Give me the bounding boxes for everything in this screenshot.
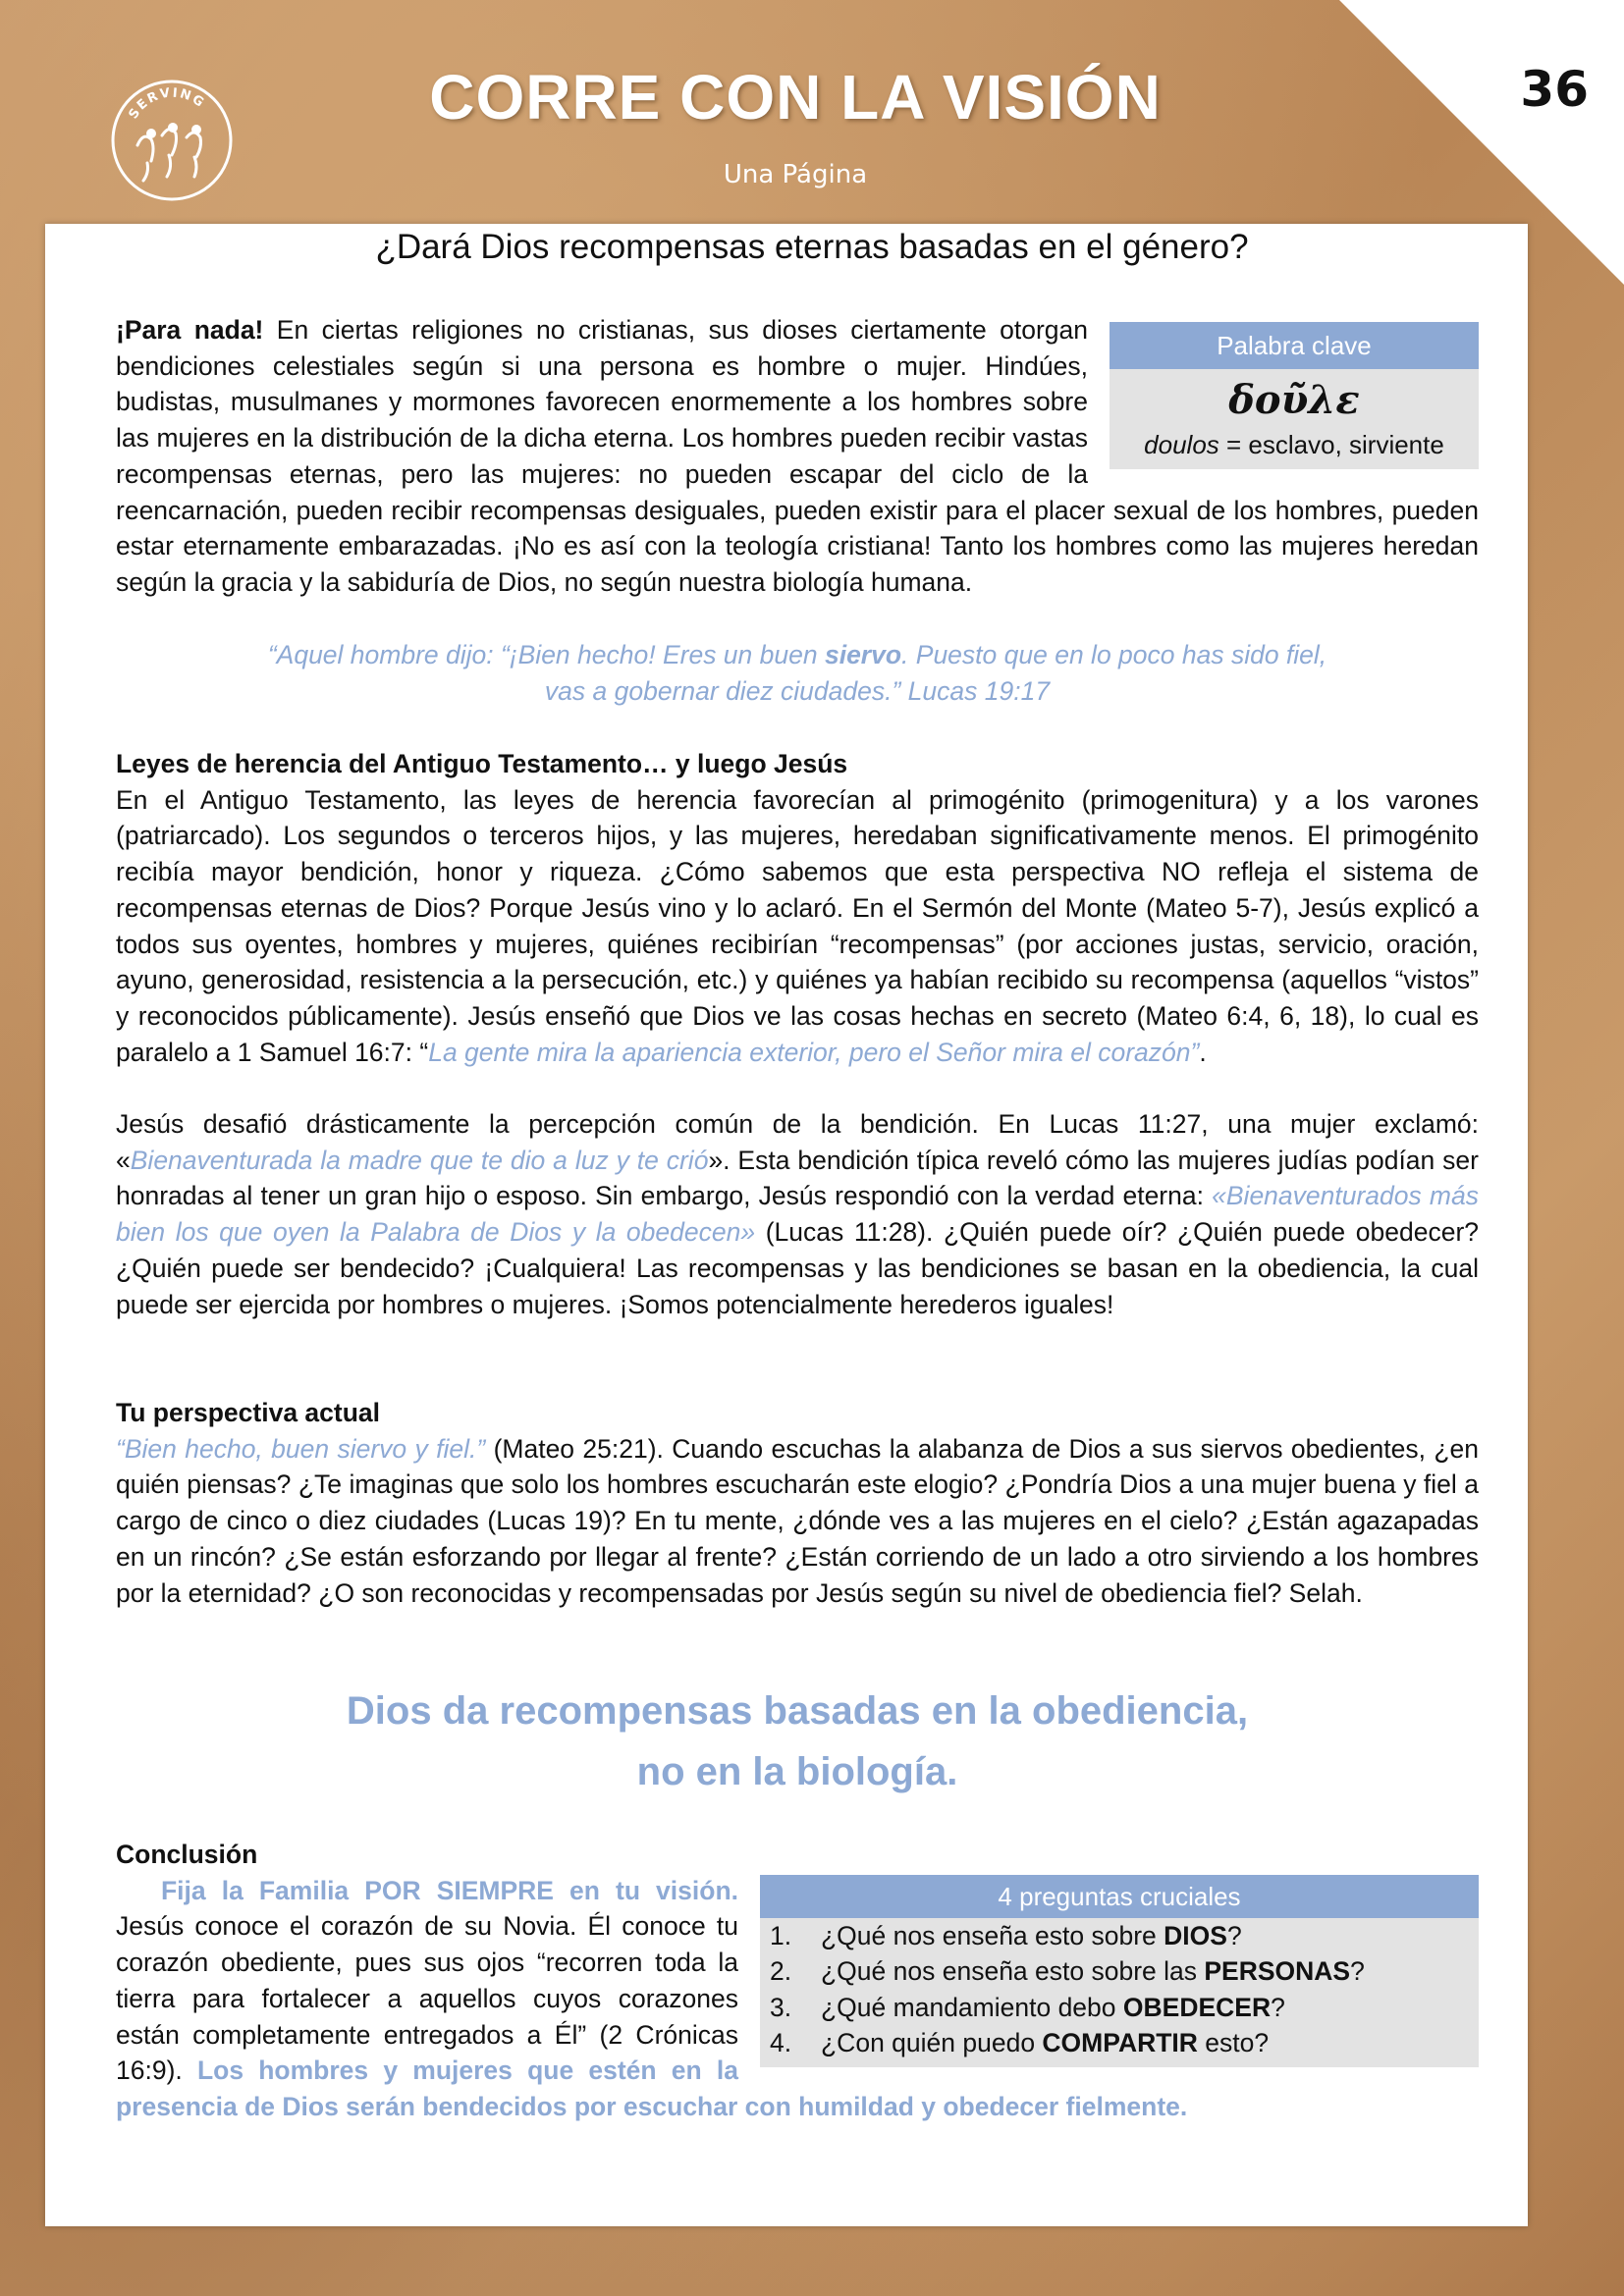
quote-part: “Aquel hombre dijo: “¡Bien hecho! Eres un buen	[267, 640, 825, 669]
keyword-label: Palabra clave	[1110, 322, 1479, 369]
question-keyword: DIOS	[1164, 1920, 1227, 1950]
questions-box	[760, 1875, 1479, 2067]
article-heading: ¿Dará Dios recompensas eternas basadas en el género?	[375, 228, 1249, 266]
question-text: ?	[1271, 1992, 1285, 2022]
quote-part: . Puesto que en lo poco has sido fiel,	[901, 640, 1327, 669]
quote-emphasis: siervo	[824, 640, 902, 669]
section-title: Tu perspectiva actual	[116, 1398, 381, 1427]
question-item	[760, 1953, 1479, 1990]
key-statement-line: no en la biología.	[636, 1750, 958, 1793]
section-paragraph	[116, 1431, 1479, 1612]
conclusion-closing: Los hombres y mujeres que estén en la presencia de Dios serán bendecidos por escuchar con humildad y obedecer fielmente.	[116, 2056, 1188, 2121]
question-text: ¿Qué nos enseña esto sobre las	[821, 1956, 1205, 1987]
question-number: 2.	[770, 1956, 792, 1987]
inline-quote: «Bienaventurados más bien los que oyen la Palabra de Dios y la obedecen»	[116, 1181, 1479, 1248]
question-number: 3.	[770, 1992, 792, 2022]
section-inheritance	[116, 746, 1479, 1070]
paragraph-text: En el Antiguo Testamento, las leyes de herencia favorecían al primogénito (primogenitura) y a los varones (patriarcado). Los segundos o terceros hijos, y las mujeres, heredaban significativamente menos. El primogénito recibía mayor bendición, honor y riqueza. ¿Cómo sabemos que esta perspectiva NO refleja el sistema de recompensas eternas de Dios? Porque Jesús vino y lo aclaró. En el Sermón del Monte (Mateo 5-7), Jesús explicó a todos sus oyentes, hombres y mujeres, quiénes recibirían “recompensas” (por acciones justas, servicio, oración, ayuno, generosidad, resistencia a la persecución, etc.) y quiénes ya habían recibido su recompensa (aquellos “vistos” y reconocidos públicamente). Jesús enseñó que Dios ve las cosas hechas en secreto (Mateo 6:4, 6, 18), lo cual es paralelo a 1 Samuel 16:7: “	[116, 784, 1479, 1067]
question-text: ?	[1226, 1920, 1242, 1950]
quote-reference-line: vas a gobernar diez ciudades.” Lucas 19:17	[544, 676, 1051, 706]
questions-title: 4 preguntas cruciales	[760, 1875, 1479, 1918]
question-item	[760, 1918, 1479, 1954]
question-text: esto?	[1197, 2028, 1270, 2058]
question-keyword: PERSONAS	[1204, 1956, 1351, 1987]
intro-section	[116, 312, 1479, 601]
scripture-quote	[116, 637, 1479, 710]
question-text: ¿Qué mandamiento debo	[821, 1992, 1123, 2022]
conclusion-lead: Fija la Familia POR SIEMPRE en tu visión.	[161, 1875, 738, 1905]
key-statement-line: Dios da recompensas basadas en la obediencia,	[346, 1689, 1249, 1733]
question-number: 1.	[770, 1920, 792, 1950]
paragraph-text: ». Esta bendición típica reveló cómo las mujeres judías podían ser honradas al tener un gran hijo o esposo. Sin embargo, Jesús respondió con la verdad eterna:	[116, 1145, 1479, 1211]
page-title: CORRE CON LA VISIÓN	[429, 62, 1162, 133]
section-paragraph	[116, 1106, 1479, 1322]
question-number: 4.	[770, 2028, 792, 2058]
keyword-meaning: = esclavo, sirviente	[1218, 430, 1444, 459]
question-keyword: COMPARTIR	[1042, 2028, 1198, 2058]
section-perspective	[116, 1395, 1479, 1611]
section-paragraph	[116, 782, 1479, 1071]
question-keyword: OBEDECER	[1122, 1992, 1272, 2022]
paragraph-text: (Mateo 25:21). Cuando escuchas la alabanza de Dios a sus siervos obedientes, ¿en quién piensas? ¿Te imaginas que solo los hombres escucharán este elogio? ¿Pondría Dios a una mujer buena y fiel a cargo de cinco o diez ciudades (Lucas 19)? En tu mente, ¿dónde ves a las mujeres en el cielo? ¿Están agazapadas en un rincón? ¿Se están esforzando por llegar al frente? ¿Están corriendo de un lado a otro sirviendo a los hombres por la eternidad? ¿O son reconocidas y recompensadas por Jesús según su nivel de obediencia fiel? Selah.	[116, 1433, 1479, 1608]
keyword-definition	[1110, 428, 1479, 469]
keyword-transliteration: doulos	[1144, 430, 1219, 459]
paragraph-text: Jesús desafió drásticamente la percepción común de la bendición. En Lucas 11:27, una mujer exclamó: «	[116, 1109, 1479, 1175]
question-text: ?	[1350, 1956, 1365, 1987]
keyword-box	[1110, 322, 1479, 469]
key-statement	[116, 1681, 1479, 1802]
page-number: 36	[1520, 61, 1589, 118]
conclusion-text: Jesús conoce el corazón de su Novia. Él conoce tu corazón obediente, pues sus ojos “recorren toda la tierra para fortalecer a aquellos cuyos corazones están completamente entregados a Él” (2 Crónicas 16:9).	[116, 1911, 738, 2086]
question-item	[760, 2025, 1479, 2061]
inline-quote: La gente mira la apariencia exterior, pero el Señor mira el corazón”	[428, 1037, 1200, 1067]
page-subtitle: Una Página	[723, 160, 868, 189]
questions-list	[760, 1918, 1479, 2067]
question-item	[760, 1990, 1479, 2026]
svg-text:SERVING: SERVING	[126, 85, 208, 123]
section-title: Leyes de herencia del Antiguo Testamento… y luego Jesús	[116, 749, 848, 778]
intro-text: En ciertas religiones no cristianas, sus dioses ciertamente otorgan bendiciones celestiales según si una persona es hombre o mujer. Hindúes, budistas, musulmanes y mormones favorecen enormemente a los hombres sobre las mujeres en la distribución de la dicha eterna. Los hombres pueden recibir vastas recompensas eternas, pero las mujeres: no pueden escapar del ciclo de la reencarnación, pueden recibir recompensas desiguales, pueden existir para el placer sexual de los hombres, pueden estar eternamente embarazadas. ¡No es así con la teología cristiana! Tanto los hombres como las mujeres heredan según la gracia y la sabiduría de Dios, no según nuestra biología humana.	[116, 315, 1479, 597]
inline-quote: Bienaventurada la madre que te dio a luz y te crió	[130, 1145, 709, 1175]
question-text: ¿Qué nos enseña esto sobre	[821, 1920, 1164, 1950]
section-title: Conclusión	[116, 1840, 258, 1869]
keyword-greek: δοῦλε	[1228, 377, 1360, 423]
section-blessing	[116, 1106, 1479, 1322]
question-text: ¿Con quién puedo	[821, 2028, 1043, 2058]
paragraph-end: .	[1199, 1037, 1207, 1067]
intro-lead: ¡Para nada!	[116, 315, 264, 345]
paragraph-text: (Lucas 11:28). ¿Quién puede oír? ¿Quién puede obedecer? ¿Quién puede ser bendecido? ¡Cualquiera! Las recompensas y las bendiciones se basan en la obediencia, la cual puede ser ejercida por hombres o mujeres. ¡Somos potencialmente herederos iguales!	[116, 1217, 1480, 1319]
section-conclusion	[116, 1837, 1479, 2125]
inline-quote: “Bien hecho, buen siervo y fiel.”	[116, 1433, 486, 1464]
